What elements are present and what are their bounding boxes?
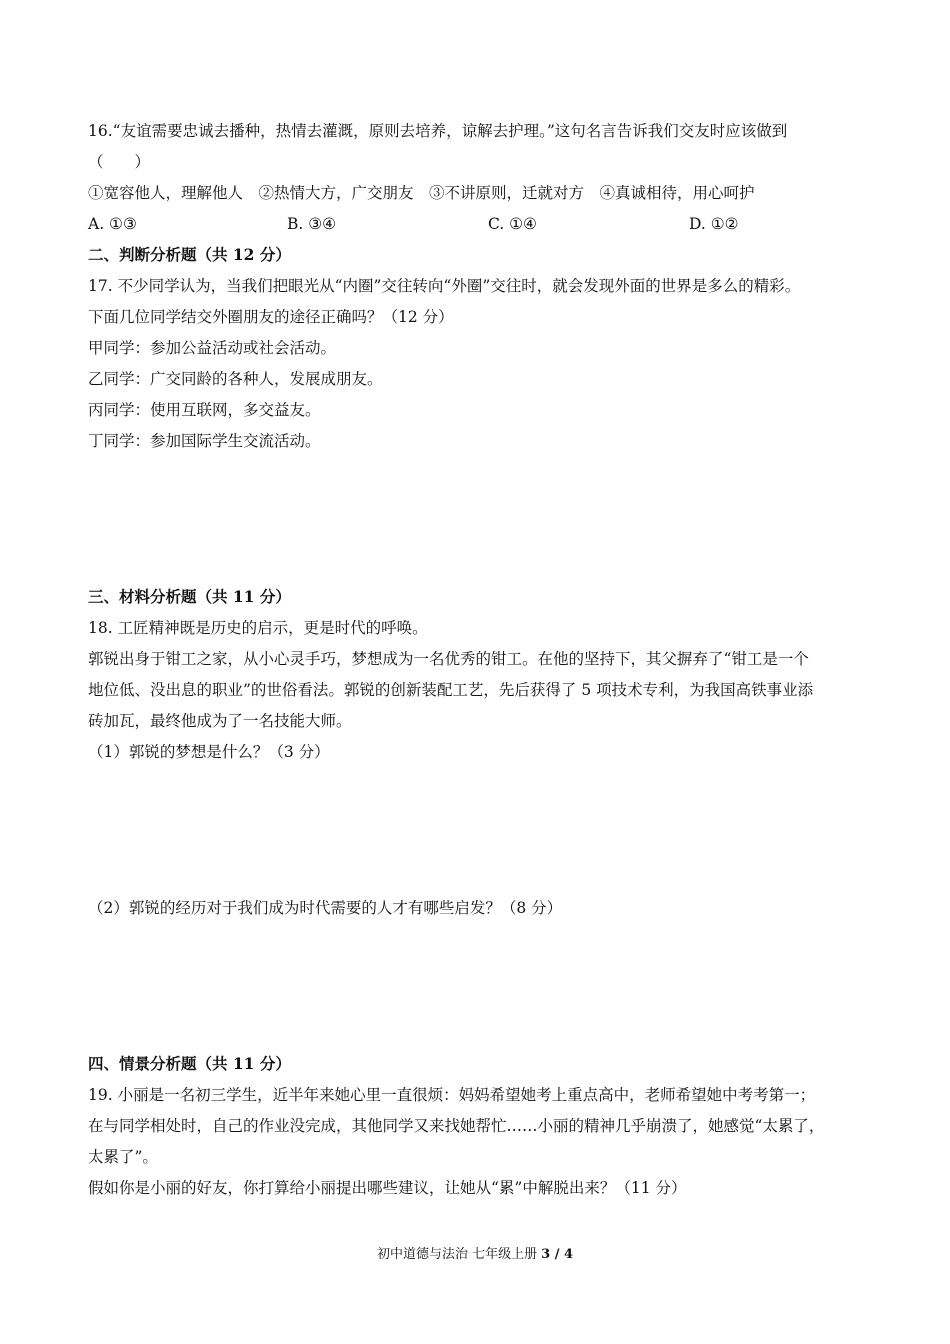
q19-line2: 在与同学相处时，自己的作业没完成，其他同学又来找她帮忙……小丽的精神几乎崩溃了，她感觉“太累了， <box>88 1117 825 1135</box>
student-ding: 丁同学：参加国际学生交流活动。 <box>88 432 321 450</box>
page-footer <box>0 1246 950 1264</box>
q18-sub1: （1）郭锐的梦想是什么？（3 分） <box>88 743 330 761</box>
footer-title: 初中道德与法治 七年级上册 <box>376 1247 538 1262</box>
q16-option-c: C. ①④ <box>488 215 537 233</box>
page-number: 3 / 4 <box>541 1247 574 1262</box>
q16-option-a: A. ①③ <box>88 215 137 233</box>
q16-option-b: B. ③④ <box>287 215 337 233</box>
q16-statements: ①宽容他人，理解他人 ②热情大方，广交朋友 ③不讲原则，迁就对方 ④真诚相待，用心呵护 <box>88 184 755 202</box>
q16-option-d: D. ①② <box>689 215 739 233</box>
q18-line1: 18. 工匠精神既是历史的启示，更是时代的呼唤。 <box>88 619 428 637</box>
q18-material-line2: 地位低、没出息的职业”的世俗看法。郭锐的创新装配工艺，先后获得了 5 项技术专利，为我国高铁事业添 <box>88 681 814 699</box>
q19-line1: 19. 小丽是一名初三学生，近半年来她心里一直很烦：妈妈希望她考上重点高中，老师希望她中考考第一； <box>88 1086 816 1104</box>
section4-heading: 四、情景分析题（共 11 分） <box>88 1054 291 1073</box>
section2-heading: 二、判断分析题（共 12 分） <box>88 245 291 264</box>
q18-sub2: （2）郭锐的经历对于我们成为时代需要的人才有哪些启发？（8 分） <box>88 899 563 917</box>
q18-material-line1: 郭锐出身于钳工之家，从小心灵手巧，梦想成为一名优秀的钳工。在他的坚持下，其父摒弃了“钳工是一个 <box>88 650 809 668</box>
q18-material-line3: 砖加瓦，最终他成为了一名技能大师。 <box>88 712 352 730</box>
q17-line2: 下面几位同学结交外圈朋友的途径正确吗？（12 分） <box>88 308 454 326</box>
q16-answer-blank: （ ） <box>88 153 151 171</box>
q17-line1: 17. 不少同学认为，当我们把眼光从“内圈”交往转向“外圈”交往时，就会发现外面的世界是多么的精彩。 <box>88 277 801 295</box>
q16-stem-line1: 16.“友谊需要忠诚去播种，热情去灌溉，原则去培养，谅解去护理。”这句名言告诉我们交友时应该做到 <box>88 122 788 140</box>
student-bing: 丙同学：使用互联网，多交益友。 <box>88 401 321 419</box>
section3-heading: 三、材料分析题（共 11 分） <box>88 587 291 606</box>
student-jia: 甲同学：参加公益活动或社会活动。 <box>88 339 337 357</box>
q19-line3: 太累了”。 <box>88 1148 158 1166</box>
q19-line4: 假如你是小丽的好友，你打算给小丽提出哪些建议，让她从“累”中解脱出来？（11 分） <box>88 1179 687 1197</box>
student-yi: 乙同学：广交同龄的各种人，发展成朋友。 <box>88 370 383 388</box>
